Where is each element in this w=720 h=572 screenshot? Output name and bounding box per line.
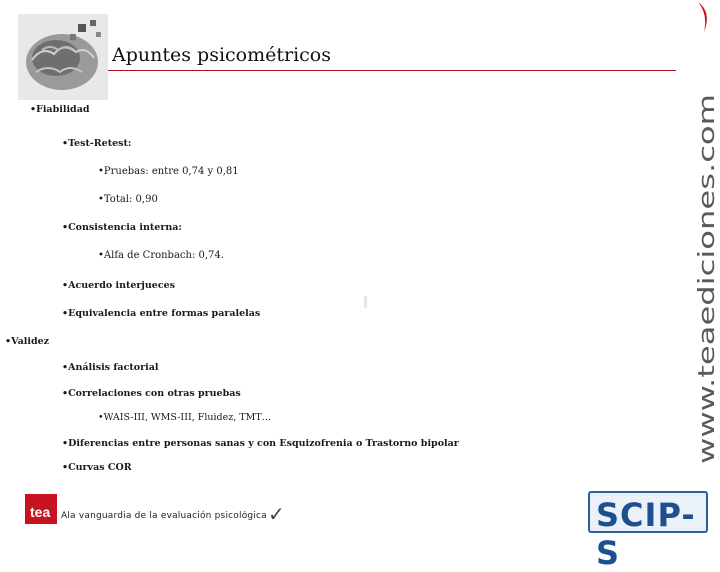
list-item: • Correlaciones con otras pruebas <box>62 388 241 399</box>
checkmark-icon: ✓ <box>268 502 285 526</box>
list-item: • Pruebas: entre 0,74 y 0,81 <box>98 166 239 177</box>
list-item: • Alfa de Cronbach: 0,74. <box>98 250 224 261</box>
list-item: • Fiabilidad <box>30 104 90 115</box>
list-item: • Curvas COR <box>62 462 132 473</box>
brand-swoosh-icon <box>694 0 714 34</box>
list-item: • Diferencias entre personas sanas y con Esquizofrenia o Trastorno bipolar <box>62 438 459 449</box>
list-item: • WAIS-III, WMS-III, Fluidez, TMT… <box>98 412 271 423</box>
list-item: • Validez <box>5 336 49 347</box>
brain-logo-icon <box>18 14 108 100</box>
tea-logo: tea <box>25 494 57 524</box>
list-item: • Equivalencia entre formas paralelas <box>62 308 260 319</box>
page-title: Apuntes psicométricos <box>112 44 331 66</box>
list-item: • Acuerdo interjueces <box>62 280 175 291</box>
list-item: • Test-Retest: <box>62 138 131 149</box>
website-url-text: www.teaediciones.com <box>695 211 719 464</box>
title-divider <box>108 70 676 71</box>
list-item: • Consistencia interna: <box>62 222 182 233</box>
tagline: Ala vanguardia de la evaluación psicológica <box>61 511 267 521</box>
list-item: • Total: 0,90 <box>98 194 158 205</box>
artifact-mark <box>364 296 367 308</box>
website-url-vertical <box>695 92 719 466</box>
list-item: • Análisis factorial <box>62 362 158 373</box>
scips-logo: SCIP-S <box>588 491 708 533</box>
